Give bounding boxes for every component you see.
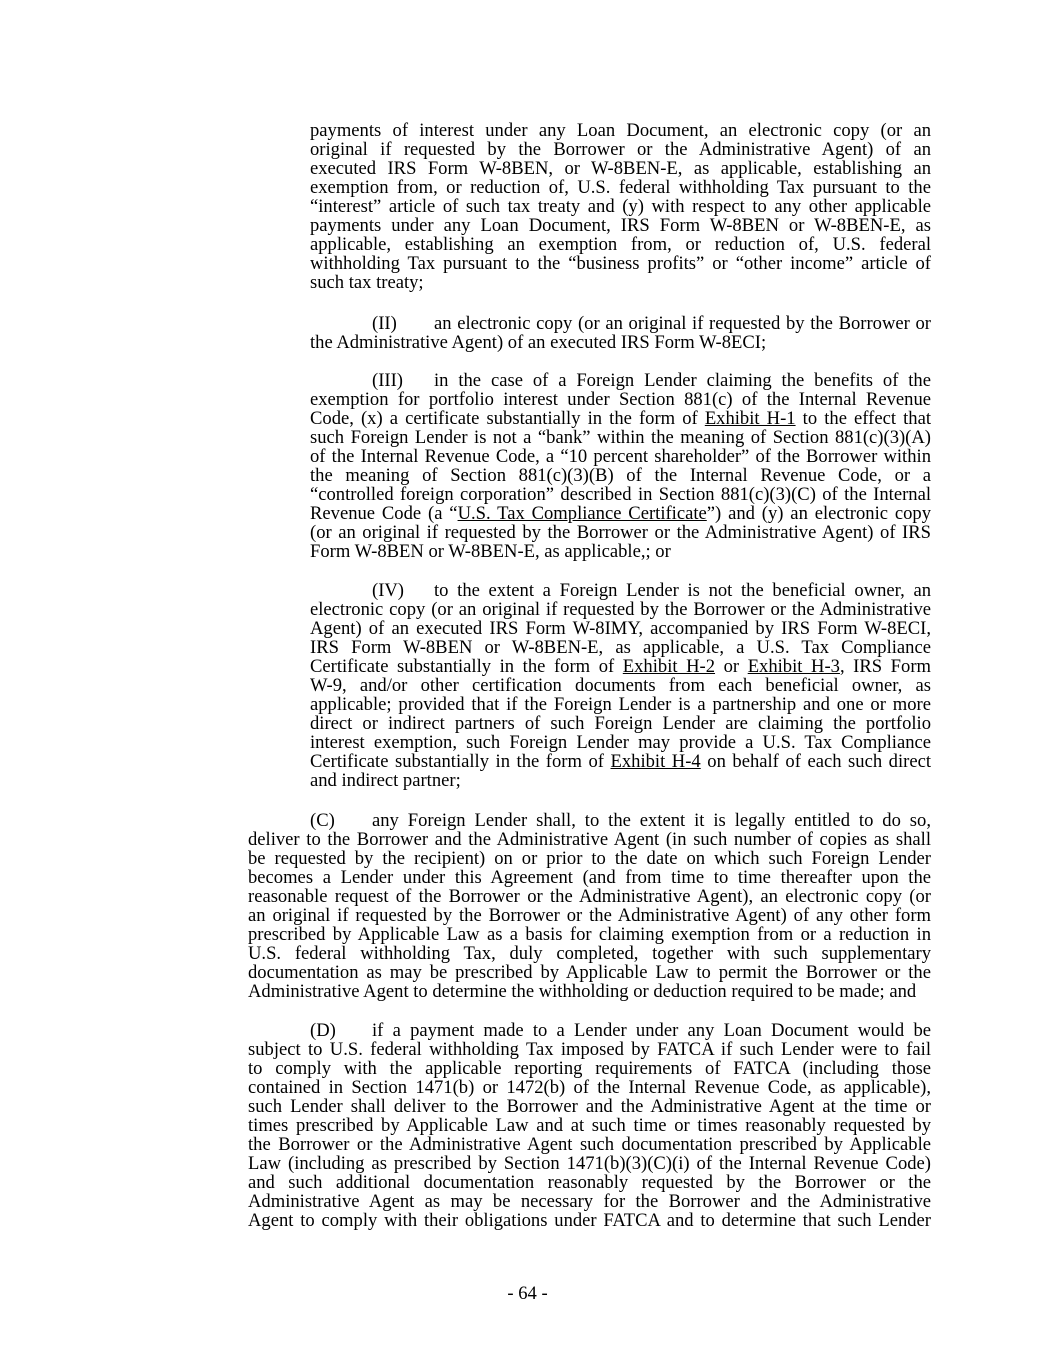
text-line: documentation as may be prescribed by Applicable Law to permit the Borrower or the [248,963,931,982]
text-line: Form W-8BEN or W-8BEN-E, as applicable,; or [310,542,671,561]
paragraph-d [248,1021,931,1230]
text-line: IRS Form W-8BEN or W-8BEN-E, as applicable, a U.S. Tax Compliance [310,638,931,657]
text-line: electronic copy (or an original if requested by the Borrower or the Administrative [310,600,931,619]
text-line: the Borrower or the Administrative Agent such documentation prescribed by Applicable [248,1135,931,1154]
text-line: applicable; provided that if the Foreign Lender is a partnership and one or more [310,695,931,714]
text-span: ”) and (y) an electronic copy [706,504,931,523]
page-number: - 64 - [507,1283,548,1304]
text-span: on behalf of each such direct [700,752,931,771]
text-line: deliver to the Borrower and the Administrative Agent (in such number of copies as shall [248,830,931,849]
clause-number: (D) [310,1021,336,1040]
text-line: W-9, and/or other certification documents from each beneficial owner, as [310,676,931,695]
clause-number: (II) [372,314,397,333]
text-line [248,811,931,830]
text-line: Administrative Agent as may be necessary for the Borrower and the Administrative [248,1192,931,1211]
text-line: applicable, establishing an exemption from, or reduction of, U.S. federal [310,235,931,254]
text-line: such tax treaty; [310,273,424,292]
text-line: withholding Tax pursuant to the “business profits” or “other income” article of [310,254,931,273]
text-span: to the extent a Foreign Lender is not the beneficial owner, an [434,581,931,600]
text-span: if a payment made to a Lender under any Loan Document would be [372,1021,931,1040]
text-span: Code, (x) a certificate substantially in the form of [310,409,705,428]
paragraph-iv [310,581,931,790]
text-span: to the effect that [795,409,931,428]
text-span: Certificate substantially in the form of [310,752,611,771]
text-line: be requested by the recipient) on or prior to the date on which such Foreign Lender [248,849,931,868]
paragraph-continuation [310,121,931,292]
text-line: an original if requested by the Borrower or the Administrative Agent) of any other form [248,906,931,925]
text-span: , IRS Form [839,657,931,676]
text-line: and such additional documentation reasonably requested by the Borrower or the [248,1173,931,1192]
text-line [310,371,931,390]
text-span: Revenue Code (a “ [310,504,458,523]
text-line [248,1021,931,1040]
text-line: and indirect partner; [310,771,461,790]
text-line: becomes a Lender under this Agreement (and from time to time thereafter upon the [248,868,931,887]
text-line [310,752,931,771]
text-line: the Administrative Agent) of an executed IRS Form W-8ECI; [310,333,767,352]
text-line: times prescribed by Applicable Law and at such time or times reasonably requested by [248,1116,931,1135]
text-span: any Foreign Lender shall, to the extent it is legally entitled to do so, [372,811,931,830]
text-line [310,409,931,428]
text-span: or [715,657,748,676]
text-line: executed IRS Form W-8BEN, or W-8BEN-E, as applicable, establishing an [310,159,931,178]
clause-number: (C) [310,811,335,830]
paragraph-c [248,811,931,1001]
clause-number: (IV) [372,581,405,600]
text-line: “interest” article of such tax treaty and (y) with respect to any other applicable [310,197,931,216]
text-span: an electronic copy (or an original if requested by the Borrower or [434,314,931,333]
paragraph-ii [310,314,931,352]
paragraph-iii [310,371,931,561]
text-line: exemption from, or reduction of, U.S. federal withholding Tax pursuant to the [310,178,931,197]
text-line: “controlled foreign corporation” described in Section 881(c)(3)(C) of the Internal [310,485,931,504]
text-line: such Foreign Lender is not a “bank” within the meaning of Section 881(c)(3)(A) [310,428,931,447]
text-line: interest exemption, such Foreign Lender may provide a U.S. Tax Compliance [310,733,931,752]
text-line: subject to U.S. federal withholding Tax imposed by FATCA if such Lender were to fail [248,1040,931,1059]
text-line: exemption for portfolio interest under Section 881(c) of the Internal Revenue [310,390,931,409]
text-line [310,657,931,676]
exhibit-h3-reference: Exhibit H-3 [747,657,840,676]
text-line: payments under any Loan Document, IRS Form W-8BEN or W-8BEN-E, as [310,216,931,235]
text-line: contained in Section 1471(b) or 1472(b) of the Internal Revenue Code, as applicable), [248,1078,931,1097]
text-line [310,504,931,523]
text-line: Agent to comply with their obligations under FATCA and to determine that such Lender [248,1211,931,1230]
text-line [310,314,931,333]
text-line: Administrative Agent to determine the withholding or deduction required to be made; and [248,982,917,1001]
text-line: such Lender shall deliver to the Borrower and the Administrative Agent at the time or [248,1097,931,1116]
text-line: to comply with the applicable reporting requirements of FATCA (including those [248,1059,931,1078]
text-span: Certificate substantially in the form of [310,657,623,676]
defined-term-tax-certificate: U.S. Tax Compliance Certificate [457,504,707,523]
text-line: (or an original if requested by the Borrower or the Administrative Agent) of IRS [310,523,931,542]
exhibit-h1-reference: Exhibit H-1 [704,409,796,428]
text-line: Law (including as prescribed by Section 1471(b)(3)(C)(i) of the Internal Revenue Code) [248,1154,931,1173]
text-span: in the case of a Foreign Lender claiming the benefits of the [434,371,931,390]
text-line: original if requested by the Borrower or the Administrative Agent) of an [310,140,931,159]
text-line: Agent) of an executed IRS Form W-8IMY, accompanied by IRS Form W-8ECI, [310,619,931,638]
text-line: U.S. federal withholding Tax, duly completed, together with such supplementary [248,944,931,963]
text-line: the meaning of Section 881(c)(3)(B) of the Internal Revenue Code, or a [310,466,931,485]
text-line: direct or indirect partners of such Foreign Lender are claiming the portfolio [310,714,931,733]
text-line [310,581,931,600]
text-line: prescribed by Applicable Law as a basis for claiming exemption from or a reduction in [248,925,931,944]
text-line: reasonable request of the Borrower or the Administrative Agent), an electronic copy (or [248,887,931,906]
text-line: payments of interest under any Loan Document, an electronic copy (or an [310,121,931,140]
exhibit-h2-reference: Exhibit H-2 [622,657,716,676]
exhibit-h4-reference: Exhibit H-4 [610,752,701,771]
text-line: of the Internal Revenue Code, a “10 percent shareholder” of the Borrower within [310,447,931,466]
clause-number: (III) [372,371,403,390]
